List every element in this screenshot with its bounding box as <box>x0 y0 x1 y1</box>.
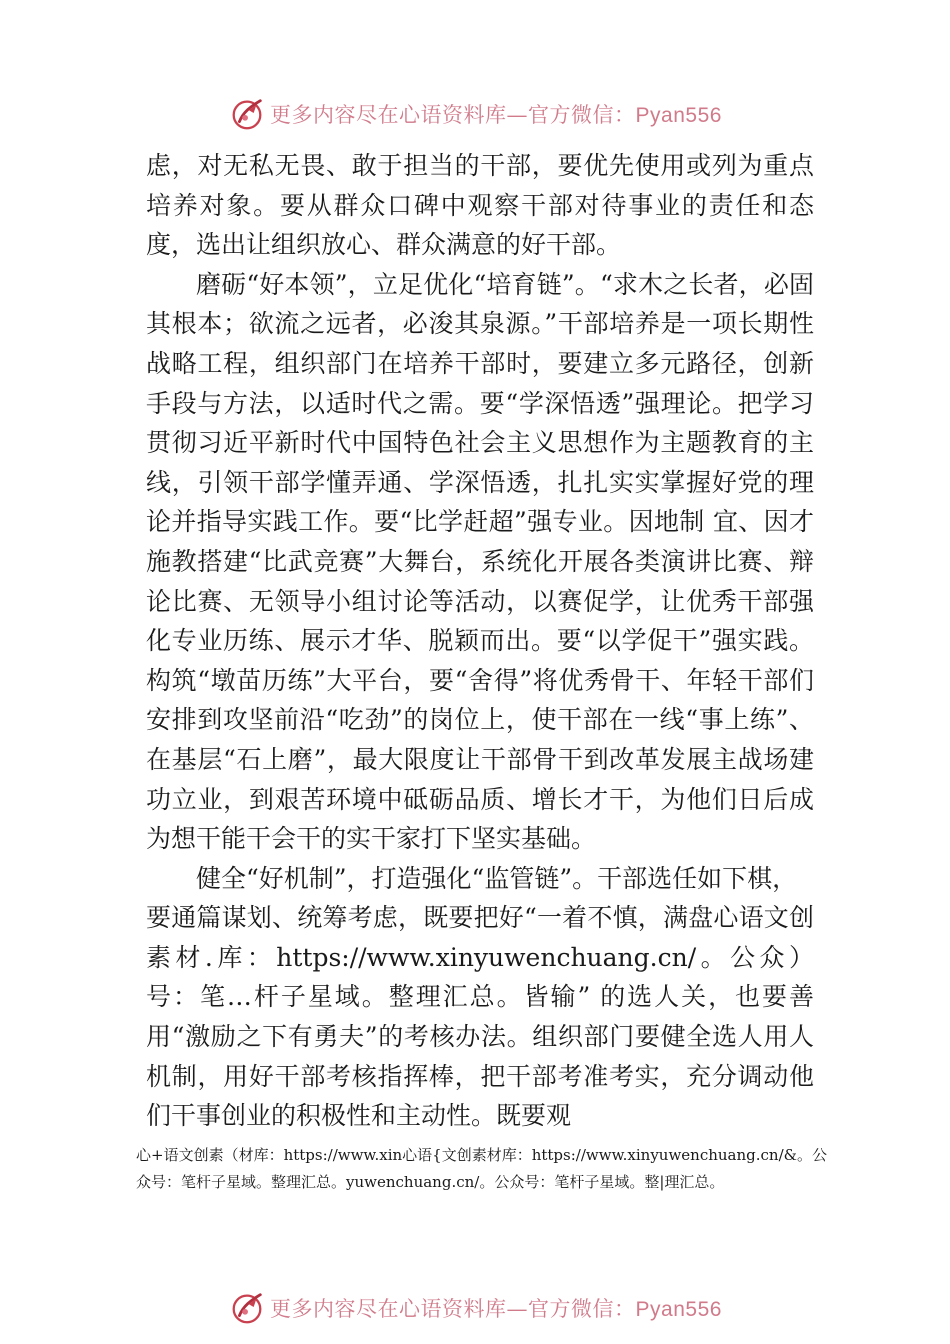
paragraph-1: 虑，对无私无畏、敢于担当的干部，要优先使用或列为重点培养对象。要从群众口碑中观察干部对待事业的责任和态度，选出让组织放心、群众满意的好干部。 <box>146 151 814 260</box>
paragraph-4: 要通篇谋划、统筹考虑，既要把好“一着不慎，满盘心语文创素材.库：https://www.xinyuwenchuang.cn/。公众）号：笔…杆子星域。整理汇总。皆输” 的选人关，也要善用“激励之下有勇夫”的考核办法。组织部门要健全选人用人机制，用好干部考核指挥棒，把干部考准考实，充分调动他们干事创业的积极性和主动性。既要观 <box>146 903 814 1131</box>
wechat-id: Pyan556 <box>635 1298 722 1321</box>
footnote: 心+语文创素（材库：https://www.xin心语{文创素材库：https://www.xinyuwenchuang.cn/&。公众号：笔杆子星域。整理汇总。yuwenchuang.cn/。公众号：笔杆子星域。整|理汇总。 <box>136 1146 827 1191</box>
footer-banner <box>0 1286 950 1330</box>
paragraph-2: 磨砺“好本领”，立足优化“培育链”。“求木之长者，必固其根本；欲流之远者，必浚其泉源。”干部培养是一项长期性战略工程，组织部门在培养干部时，要建立多元路径，创新手段与方法，以适时代之需。要“学深悟透”强理论。把学习贯彻习近平新时代中国特色社会主义思想作为主题教育的主线，引领干部学懂弄通、学深悟透，扎扎实实掌握好党的理论并指导实践工作。要“比学赶超”强专业。因地制 宜、因才施教搭建“比武竞赛”大舞台，系统化开展各类演讲比赛、辩论比赛、无领导小组讨论等活动，以赛促学，让优秀干部强化专业历练、展示才华、脱颖而出。要“以学促干”强实践。构筑“墩苗历练”大平台，要“舍得”将优秀骨干、年轻干部们安排到攻坚前沿“吃劲”的岗位上，使干部在一线“事上练”、在基层“石上磨”，最大限度让干部骨干到改革发展主战场建功立业，到艰苦环境中砥砺品质、增长才干，为他们日后成为想干能干会干的实干家打下坚实基础。 <box>146 269 814 854</box>
header-banner <box>0 92 950 136</box>
paragraph-3: 健全“好机制”，打造强化“监管链”。干部选任如下棋， <box>196 863 798 893</box>
banner-text: 更多内容尽在心语资料库—官方微信：Pyan556 <box>270 1297 722 1321</box>
brand-logo-icon <box>228 1289 266 1327</box>
banner-text: 更多内容尽在心语资料库—官方微信：Pyan556 <box>270 103 722 127</box>
wechat-id: Pyan556 <box>635 104 722 127</box>
article-body <box>146 146 814 1136</box>
brand-logo-icon <box>228 95 266 133</box>
